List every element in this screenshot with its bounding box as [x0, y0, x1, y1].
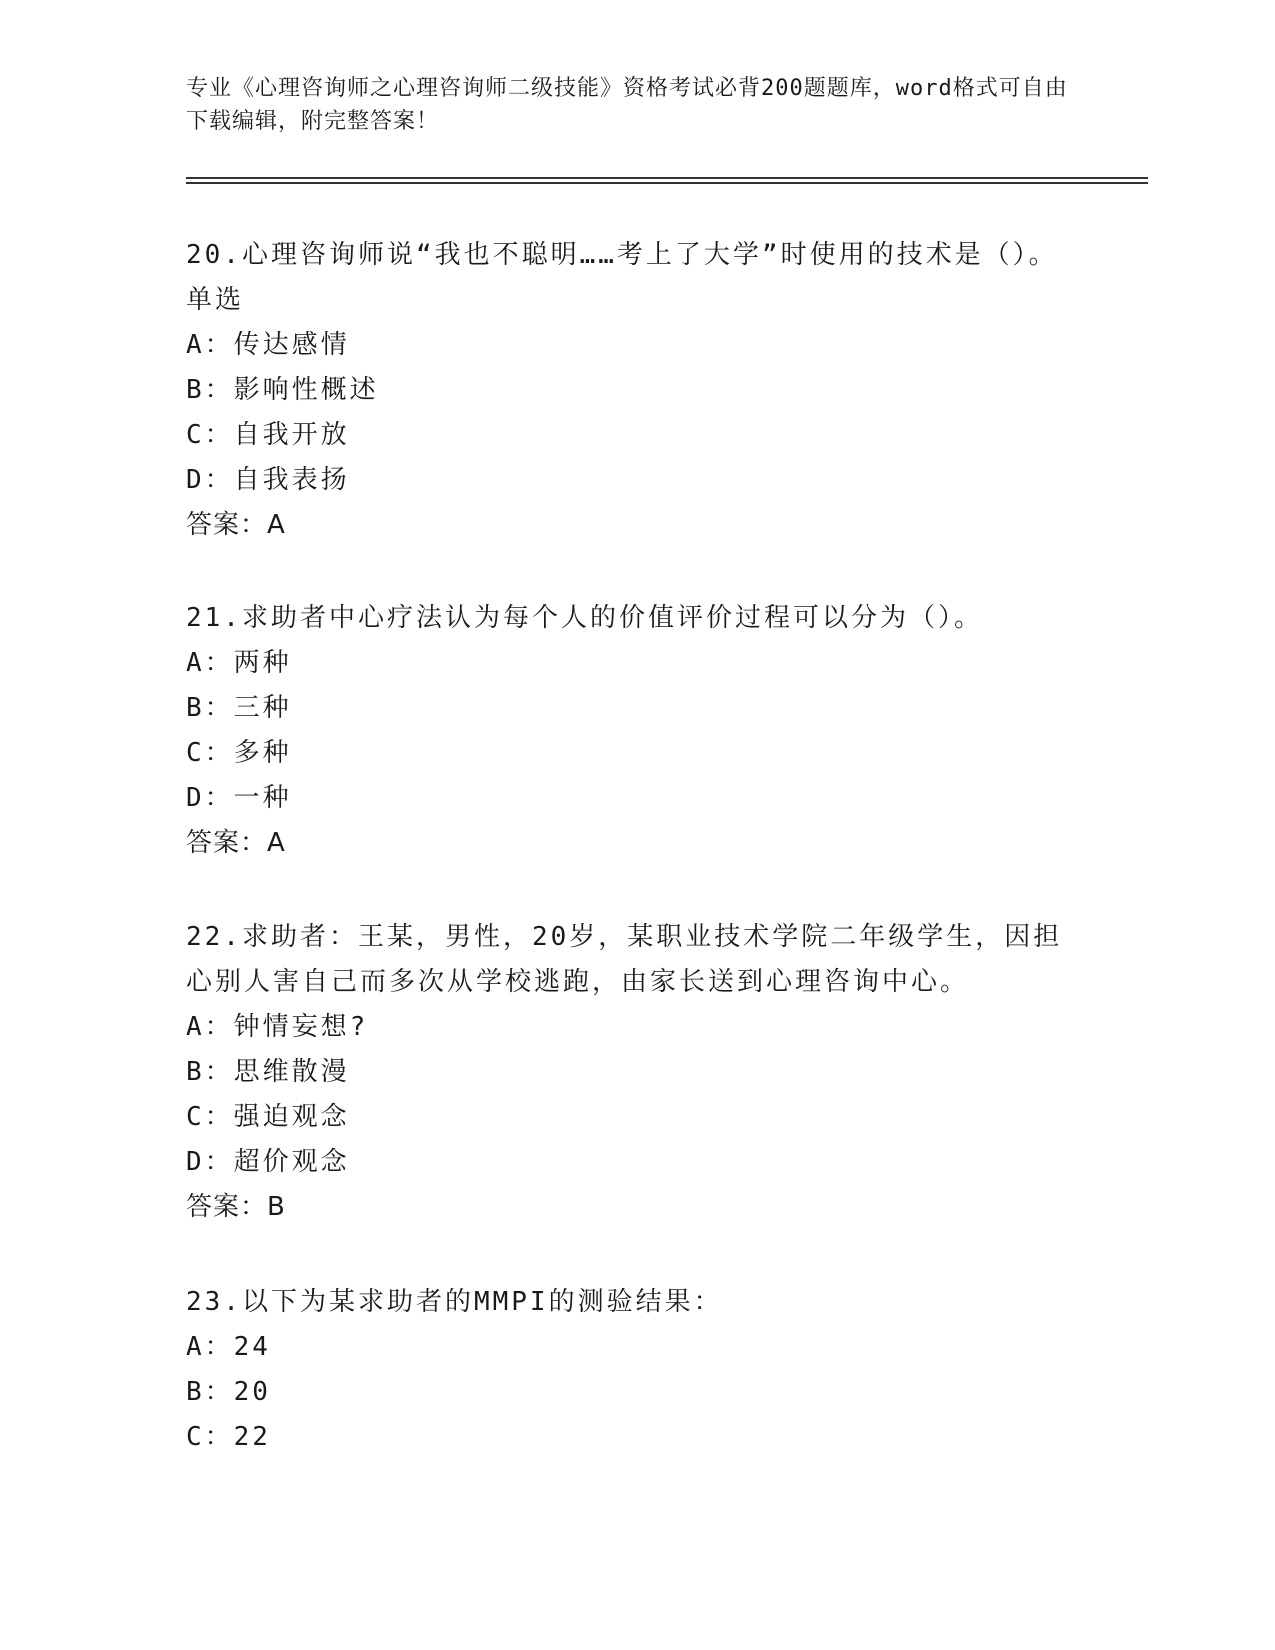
option-a: A：钟情妄想? [186, 1012, 369, 1042]
option-c: C：自我开放 [186, 420, 350, 450]
question-23 [186, 1280, 1086, 1460]
option-c: C：强迫观念 [186, 1102, 350, 1132]
option-b: B：影响性概述 [186, 375, 379, 405]
question-22 [186, 915, 1086, 1230]
option-c: C：多种 [186, 738, 292, 768]
question-stem: 21.求助者中心疗法认为每个人的价值评价过程可以分为（）。 [186, 603, 983, 633]
header-divider-bottom [186, 182, 1148, 184]
header-title: 专业《心理咨询师之心理咨询师二级技能》资格考试必背200题题库，word格式可自由下载编辑，附完整答案！ [186, 76, 1068, 134]
answer: 答案：A [186, 510, 286, 540]
option-b: B：思维散漫 [186, 1057, 350, 1087]
question-stem: 23.以下为某求助者的MMPI的测验结果： [186, 1287, 723, 1317]
option-d: D：自我表扬 [186, 465, 350, 495]
option-a: A：传达感情 [186, 330, 350, 360]
answer: 答案：B [186, 1192, 286, 1222]
option-d: D：一种 [186, 783, 292, 813]
option-b: B：20 [186, 1377, 271, 1407]
question-21 [186, 596, 1086, 866]
question-stem: 20.心理咨询师说“我也不聪明……考上了大学”时使用的技术是（）。单选 [186, 240, 1058, 315]
option-b: B：三种 [186, 693, 292, 723]
answer: 答案：A [186, 828, 286, 858]
option-a: A：两种 [186, 648, 292, 678]
question-stem: 22.求助者：王某，男性，20岁，某职业技术学院二年级学生，因担心别人害自己而多次从学校逃跑，由家长送到心理咨询中心。 [186, 922, 1063, 997]
question-20 [186, 233, 1086, 548]
header-divider-top [186, 177, 1148, 179]
option-c: C：22 [186, 1422, 271, 1452]
option-a: A：24 [186, 1332, 271, 1362]
option-d: D：超价观念 [186, 1147, 350, 1177]
document-header [186, 72, 1086, 138]
